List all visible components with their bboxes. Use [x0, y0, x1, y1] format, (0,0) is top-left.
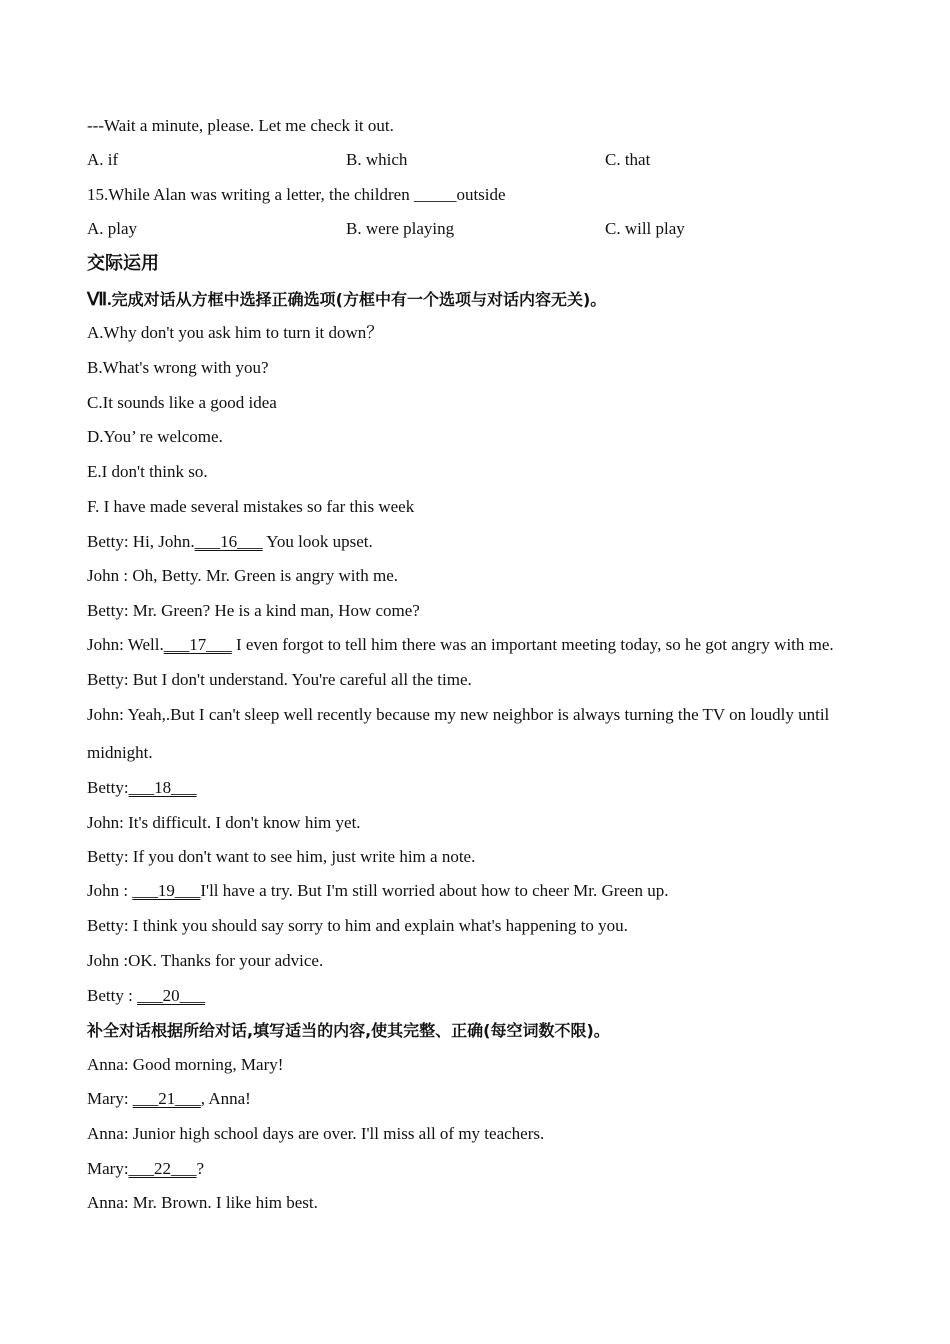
dialogue-line-6b: midnight. — [87, 743, 153, 762]
dialogue-line-6a: John: Yeah,.But I can't sleep well recently because my new neighbor is always turning the TV on loudly until — [87, 705, 830, 724]
dialogue-line-5: Betty: But I don't understand. You're careful all the time. — [87, 670, 472, 689]
q14-option-a: A. if — [87, 150, 119, 169]
dialogue-line-1 — [87, 532, 373, 552]
part8-instruction: 补全对话根据所给对话,填写适当的内容,使其完整、正确(每空词数不限)。 — [87, 1021, 610, 1040]
dialogue-text: I'll have a try. But I'm still worried about how to cheer Mr. Green up. — [200, 881, 669, 900]
part8-line-1: Anna: Good morning, Mary! — [87, 1055, 284, 1074]
dialogue-text: ? — [196, 1159, 205, 1178]
dialogue-line-8: John: It's difficult. I don't know him yet. — [87, 813, 361, 832]
dialogue-text: Mary: — [87, 1159, 129, 1178]
dialogue-line-3: Betty: Mr. Green? He is a kind man, How come? — [87, 601, 420, 620]
blank-16: ___16___ — [194, 532, 263, 551]
dialogue-text: Mary: — [87, 1089, 133, 1108]
choice-b: B.What's wrong with you? — [87, 358, 269, 377]
choice-c: C.It sounds like a good idea — [87, 393, 277, 412]
dialogue-text: I even forgot to tell him there was an important meeting today, so he got angry with me. — [231, 635, 834, 654]
dialogue-line-2: John : Oh, Betty. Mr. Green is angry with me. — [87, 566, 398, 585]
dialogue-line-10 — [87, 881, 669, 901]
q15-option-b: B. were playing — [346, 219, 455, 238]
dialogue-line-4 — [87, 635, 834, 655]
part7-numeral: Ⅶ. — [87, 289, 112, 309]
dialogue-text: John: Well. — [87, 635, 164, 654]
blank-20: ___20___ — [137, 986, 206, 1005]
part7-heading — [87, 289, 606, 310]
q14-option-c: C. that — [605, 150, 651, 169]
q15-option-c: C. will play — [605, 219, 685, 238]
part7-instruction: 完成对话从方框中选择正确选项(方框中有一个选项与对话内容无关)。 — [111, 290, 607, 309]
dialogue-text: You look upset. — [262, 532, 373, 551]
choice-d: D.You’ re welcome. — [87, 427, 223, 446]
q15-option-a: A. play — [87, 219, 138, 238]
choice-a: A.Why don't you ask him to turn it down？ — [87, 323, 384, 342]
blank-18: ___18___ — [128, 778, 197, 797]
blank-22: ___22___ — [128, 1159, 197, 1178]
dialogue-line-12: John :OK. Thanks for your advice. — [87, 951, 324, 970]
blank-19: ___19___ — [132, 881, 201, 900]
blank-17: ___17___ — [163, 635, 232, 654]
part8-line-4 — [87, 1159, 204, 1179]
dialogue-text: Betty: — [87, 778, 129, 797]
part8-line-3: Anna: Junior high school days are over. I'll miss all of my teachers. — [87, 1124, 545, 1143]
section-title: 交际运用 — [87, 253, 159, 274]
dialogue-line-11: Betty: I think you should say sorry to him and explain what's happening to you. — [87, 916, 628, 935]
part8-line-5: Anna: Mr. Brown. I like him best. — [87, 1193, 318, 1212]
dialogue-line-9: Betty: If you don't want to see him, just write him a note. — [87, 847, 476, 866]
choice-f: F. I have made several mistakes so far this week — [87, 497, 415, 516]
q14-reply: ---Wait a minute, please. Let me check it out. — [87, 116, 394, 135]
dialogue-text: Betty : — [87, 986, 138, 1005]
q15-stem: 15.While Alan was writing a letter, the children _____outside — [87, 185, 506, 204]
part8-line-2 — [87, 1089, 251, 1109]
blank-21: ___21___ — [132, 1089, 201, 1108]
choice-e: E.I don't think so. — [87, 462, 208, 481]
dialogue-text: John : — [87, 881, 133, 900]
dialogue-line-13 — [87, 986, 205, 1006]
dialogue-text: Betty: Hi, John. — [87, 532, 195, 551]
dialogue-line-7 — [87, 778, 197, 798]
dialogue-text: , Anna! — [200, 1089, 251, 1108]
q14-option-b: B. which — [346, 150, 408, 169]
